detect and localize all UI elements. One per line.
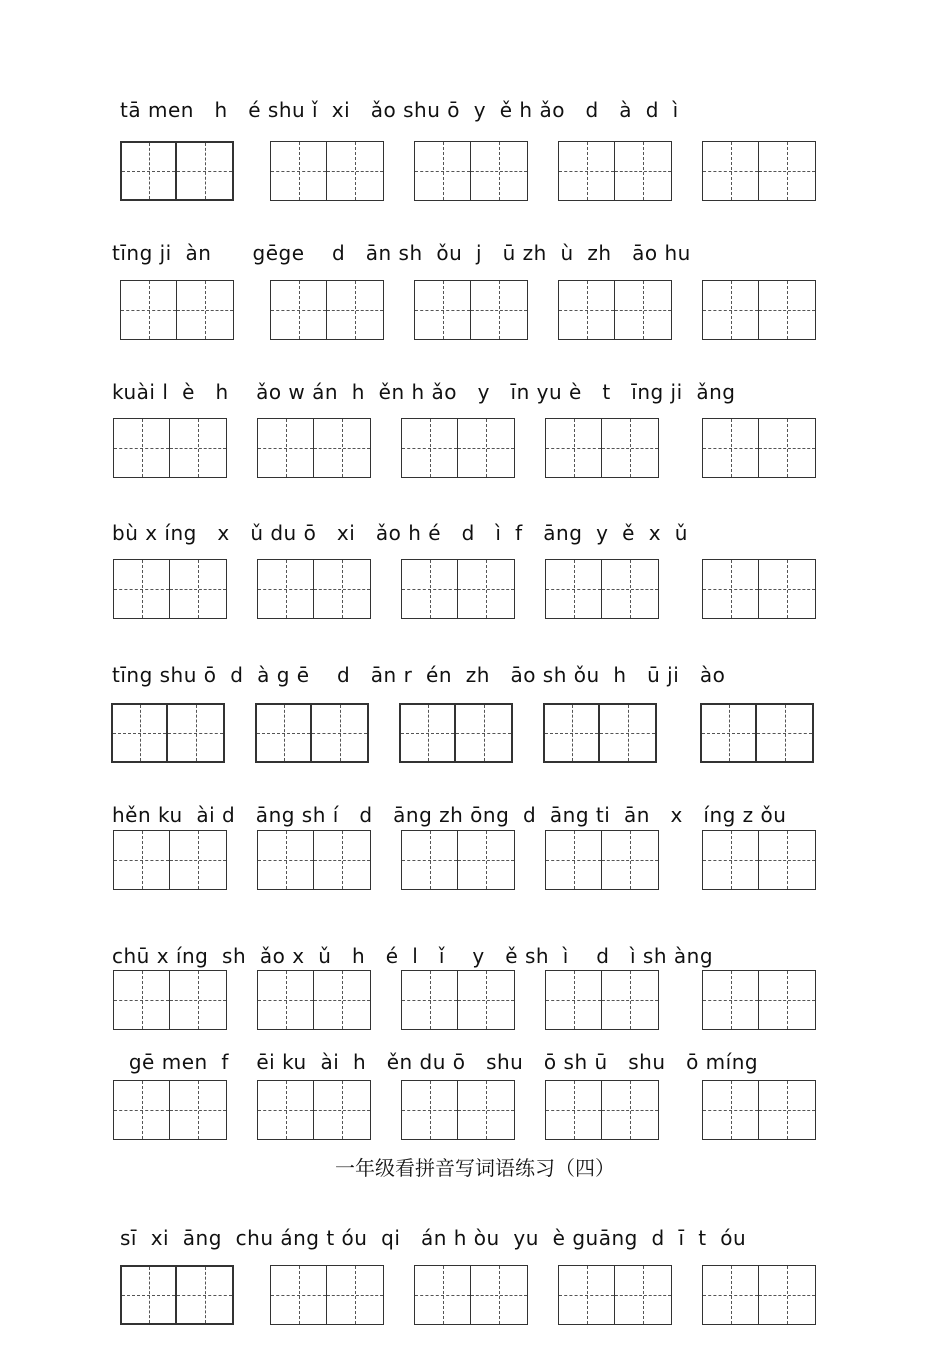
writing-box[interactable] — [113, 1080, 227, 1140]
writing-box[interactable] — [111, 703, 225, 763]
writing-box[interactable] — [113, 418, 227, 478]
writing-box[interactable] — [401, 559, 515, 619]
pinyin-line: chū x íng sh ǎo x ǔ h é l ǐ y ě sh ì d ì sh àng — [112, 944, 714, 968]
writing-box[interactable] — [414, 141, 528, 201]
writing-box[interactable] — [270, 1265, 384, 1325]
writing-grid-row — [0, 141, 950, 203]
writing-box[interactable] — [113, 559, 227, 619]
writing-grid-row — [0, 703, 950, 765]
pinyin-line: gē men f ēi ku ài h ěn du ō shu ō sh ū shu ō míng — [122, 1050, 759, 1074]
pinyin-line: hěn ku ài d āng sh í d āng zh ōng d āng ti ān x íng z ǒu — [112, 803, 787, 827]
writing-box[interactable] — [558, 141, 672, 201]
writing-box[interactable] — [399, 703, 513, 763]
pinyin-line: sī xi āng chu áng t óu qi án h òu yu è guāng d ī t óu — [120, 1226, 747, 1250]
writing-box[interactable] — [270, 141, 384, 201]
writing-grid-row — [0, 559, 950, 621]
writing-box[interactable] — [545, 418, 659, 478]
writing-box[interactable] — [558, 1265, 672, 1325]
writing-box[interactable] — [545, 970, 659, 1030]
writing-box[interactable] — [401, 830, 515, 890]
pinyin-line: tīng ji àn gēge d ān sh ǒu j ū zh ù zh āo hu — [112, 241, 691, 265]
writing-box[interactable] — [120, 1265, 234, 1325]
writing-grid-row — [0, 418, 950, 480]
writing-grid-row — [0, 1080, 950, 1142]
writing-grid-row — [0, 970, 950, 1032]
pinyin-line: bù x íng x ǔ du ō xi ǎo h é d ì f āng y ě x ǔ — [112, 521, 688, 545]
writing-box[interactable] — [702, 280, 816, 340]
writing-box[interactable] — [270, 280, 384, 340]
writing-grid-row — [0, 830, 950, 892]
writing-box[interactable] — [401, 1080, 515, 1140]
writing-box[interactable] — [702, 559, 816, 619]
writing-box[interactable] — [257, 830, 371, 890]
writing-box[interactable] — [113, 970, 227, 1030]
writing-box[interactable] — [702, 418, 816, 478]
writing-grid-row — [0, 280, 950, 342]
writing-box[interactable] — [545, 559, 659, 619]
writing-box[interactable] — [257, 970, 371, 1030]
writing-box[interactable] — [257, 418, 371, 478]
pinyin-line: tā men h é shu ǐ xi ǎo shu ō y ě h ǎo d à d ì — [120, 98, 679, 122]
writing-box[interactable] — [545, 1080, 659, 1140]
writing-box[interactable] — [702, 970, 816, 1030]
section-title: 一年级看拼音写词语练习（四） — [335, 1156, 615, 1180]
writing-box[interactable] — [414, 1265, 528, 1325]
pinyin-line: kuài l è h ǎo w án h ěn h ǎo y īn yu è t īng ji ǎng — [112, 380, 736, 404]
writing-box[interactable] — [401, 970, 515, 1030]
writing-grid-row — [0, 1265, 950, 1327]
writing-box[interactable] — [545, 830, 659, 890]
writing-box[interactable] — [702, 1080, 816, 1140]
writing-box[interactable] — [113, 830, 227, 890]
writing-box[interactable] — [401, 418, 515, 478]
writing-box[interactable] — [558, 280, 672, 340]
pinyin-line: tīng shu ō d à g ē d ān r én zh āo sh ǒu h ū ji ào — [112, 663, 726, 687]
writing-box[interactable] — [257, 559, 371, 619]
writing-box[interactable] — [255, 703, 369, 763]
writing-box[interactable] — [120, 141, 234, 201]
writing-box[interactable] — [120, 280, 234, 340]
writing-box[interactable] — [700, 703, 814, 763]
writing-box[interactable] — [702, 830, 816, 890]
writing-box[interactable] — [543, 703, 657, 763]
writing-box[interactable] — [702, 1265, 816, 1325]
writing-box[interactable] — [702, 141, 816, 201]
writing-box[interactable] — [257, 1080, 371, 1140]
writing-box[interactable] — [414, 280, 528, 340]
